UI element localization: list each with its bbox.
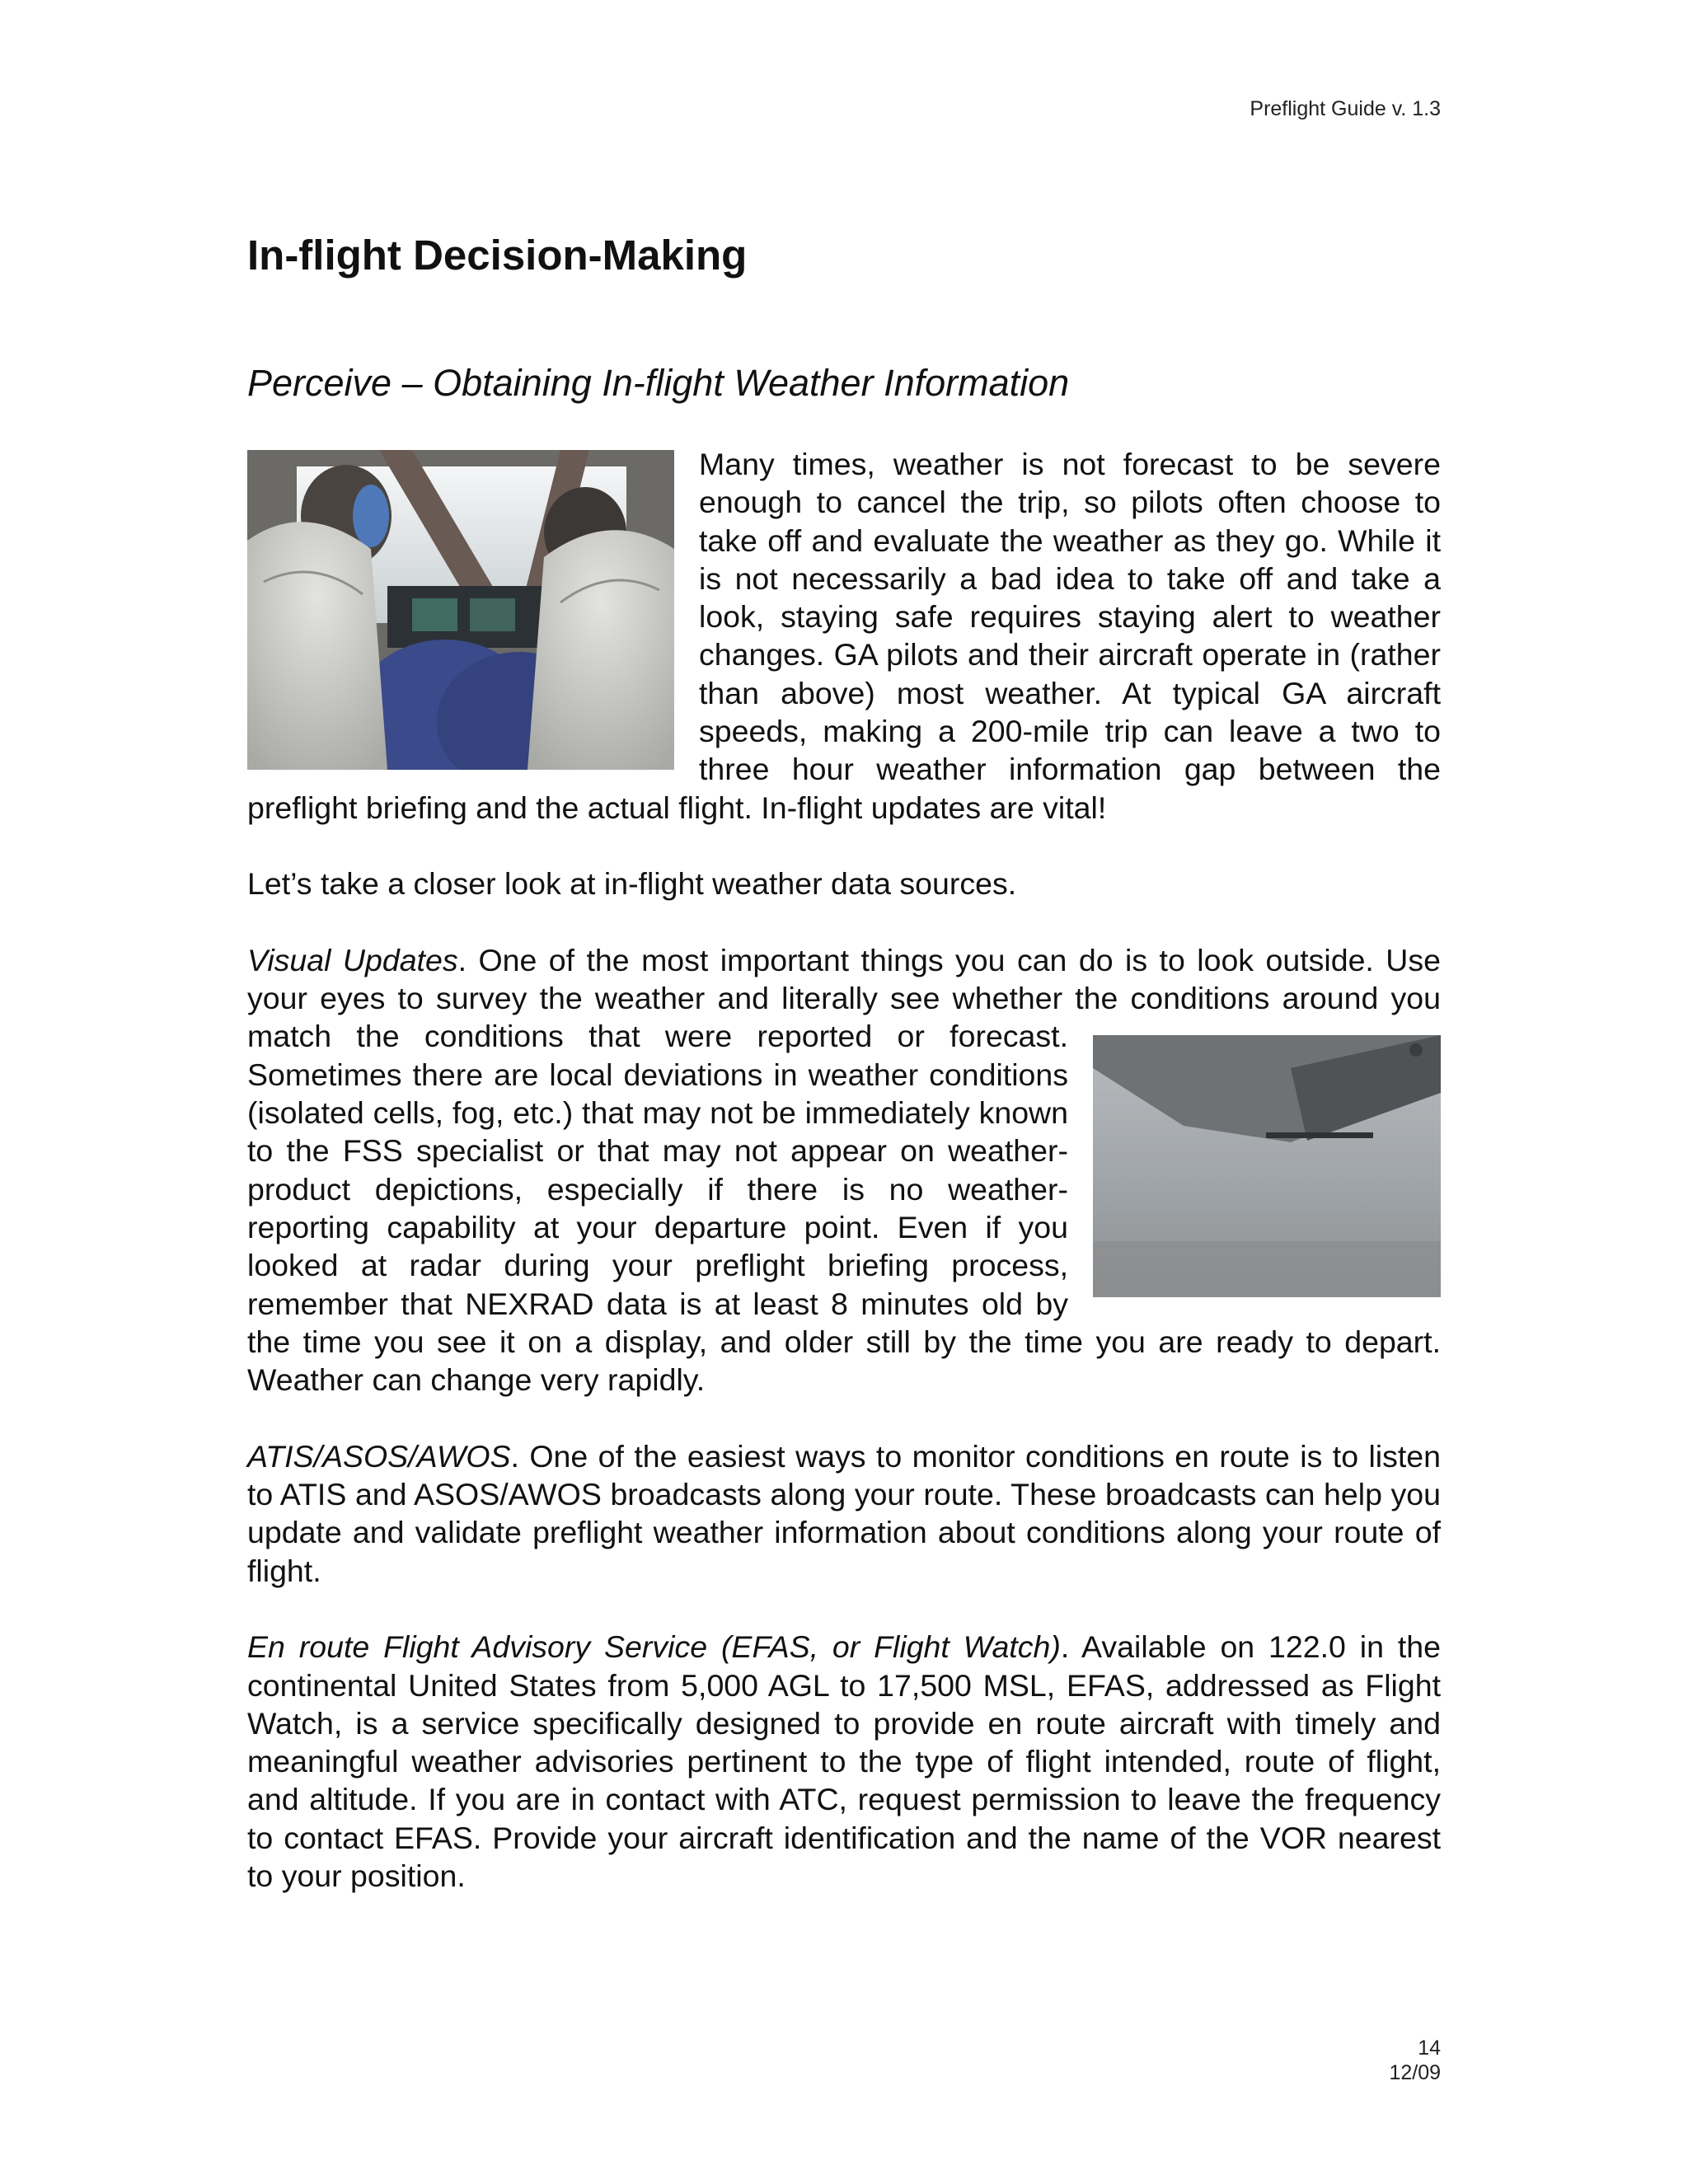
efas-heading: En route Flight Advisory Service (EFAS, or Flight Watch) [247, 1629, 1061, 1665]
document-version-header: Preflight Guide v. 1.3 [1250, 97, 1441, 120]
cockpit-photo [247, 450, 674, 770]
paragraph-visual-updates [247, 941, 1441, 1399]
paragraph-closer-look: Let’s take a closer look at in-flight weather data sources. [247, 866, 1017, 902]
wing-underside-photo [1093, 1035, 1441, 1297]
body-text [247, 445, 1441, 1933]
visual-updates-heading: Visual Updates [247, 942, 458, 977]
paragraph-intro: Many times, weather is not forecast to be severe enough to cancel the trip, so pilots often choose to take off and evaluate the weather as they go. While it is not necessarily a bad idea to take off and take a look, staying safe requires staying alert to weather changes. GA pilots and their aircraft operate in (rather than above) most weather. At typical GA aircraft speeds, making a 200-mile trip can leave a two to three hour weather information gap between the preflight briefing and the actual flight. In-flight updates are vital! [247, 447, 1441, 825]
paragraph-efas [247, 1628, 1441, 1895]
section-subtitle: Perceive – Obtaining In-flight Weather Information [247, 362, 1070, 404]
efas-text: . Available on 122.0 in the continental United States from 5,000 AGL to 17,500 MSL, EFAS, addressed as Flight Watch, is a service specifically designed to provide en route aircraft with timely and meaningful weather advisories pertinent to the type of flight intended, route of flight, and altitude. If you are in contact with ATC, request permission to leave the frequency to contact EFAS. Provide your aircraft identification and the name of the VOR nearest to your position. [247, 1629, 1441, 1893]
page-title: In-flight Decision-Making [247, 232, 748, 279]
paragraph-atis [247, 1437, 1441, 1590]
revision-date: 12/09 [1389, 2061, 1441, 2084]
atis-heading: ATIS/ASOS/AWOS [247, 1438, 511, 1474]
visual-updates-text-rest: around you match the conditions that were reported or forecast. Sometimes there are local deviations in weather conditions (isolated cells, fog, etc.) that may not be immediately known to the FSS specialist or that may not appear on weather-product depictions, especially if there is no weather-reporting capability at your departure point. Even if you looked at radar during your preflight briefing process, remember that NEXRAD data is at least 8 minutes old by the time you see it on a display, and older still by the time you are ready to depart. Weather can change very rapidly. [247, 981, 1441, 1398]
visual-updates-text-start: . One of the most important things you can do is to look outside. Use your eyes to survey the weather and literally see whether the conditions [247, 942, 1441, 1016]
page-number: 14 [1418, 2036, 1441, 2060]
atis-text: . One of the easiest ways to monitor conditions en route is to listen to ATIS and ASOS/AWOS broadcasts along your route. These broadcasts can help you update and validate preflight weather information about conditions along your route of flight. [247, 1438, 1441, 1588]
page-footer [1389, 2036, 1441, 2085]
